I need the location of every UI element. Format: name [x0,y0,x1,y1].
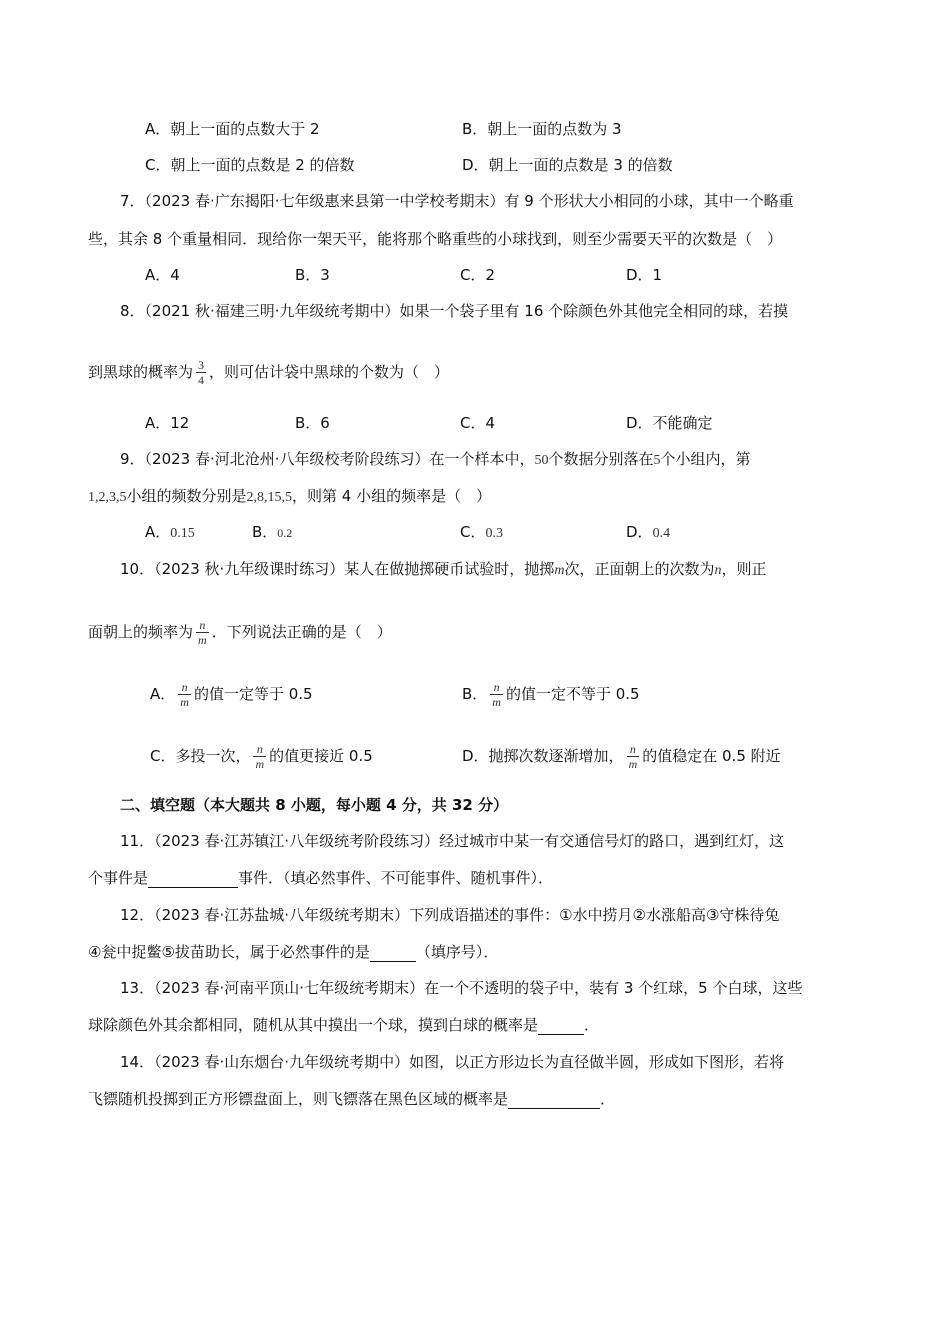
q14-line2-post: ． [600,1090,616,1108]
q10-option-a-frac-m: m [180,695,189,709]
q14-stem-line1: 14．（2023 春·山东烟台·九年级统考期中）如图，以正方形边长为直径做半圆，形成如下图形，若将 [120,1053,785,1071]
q8-fraction [196,358,206,387]
q10-stem-line2 [88,610,392,654]
q8-fraction-numerator: 3 [198,358,205,372]
q9-option-c-label: C． [460,523,486,541]
q13-stem-line1: 13．（2023 春·河南平顶山·七年级统考期末）在一个不透明的袋子中，装有 3 个红球，5 个白球，这些 [120,979,803,997]
q14-answer-blank[interactable] [508,1092,600,1109]
q6-option-b: B．朝上一面的点数为 3 [462,120,622,138]
q9-option-b-value: 0.2 [277,526,293,540]
q13-stem-line2 [88,1015,599,1035]
q9-line1-pre: 9．（2023 春·河北沧州·八年级校考阶段练习）在一个样本中， [120,450,535,468]
q10-line2-pre: 面朝上的频率为 [88,623,194,641]
q10-stem-line1 [120,559,766,581]
q8-stem-line2 [88,350,449,394]
q11-line2-post: 事件．（填必然事件、不可能事件、随机事件）． [238,869,554,887]
q10-option-b-text: 的值一定不等于 0.5 [505,685,640,703]
q10-option-b [462,672,640,716]
q8-option-a: A．12 [145,414,190,432]
q10-option-c-text: 的值更接近 0.5 [269,747,373,765]
q9-option-c-value: 0.3 [485,526,503,541]
q8-stem-line1: 8．（2021 秋·福建三明·九年级统考期中）如果一个袋子里有 16 个除颜色外其他完全相同的球，若摸 [120,302,789,320]
q7-stem-line1: 7．（2023 春·广东揭阳·七年级惠来县第一中学校考期末）有 9 个形状大小相同的小球，其中一个略重 [120,192,794,210]
q8-option-d: D．不能确定 [626,414,713,432]
q8-fraction-denominator: 4 [198,373,205,387]
q9-option-a-value: 0.15 [170,526,195,541]
q9-option-c [460,522,503,544]
q13-line2-post: ． [584,1016,600,1034]
q8-stem-line2-post: ，则可估计袋中黑球的个数为（ ） [209,363,450,381]
section-heading-fill-in: 二、填空题（本大题共 8 小题，每小题 4 分，共 32 分） [120,796,509,814]
q9-option-b-label: B． [252,523,278,541]
q9-option-d-value: 0.4 [652,526,671,541]
q9-option-b [252,522,292,543]
q11-stem-line1: 11．（2023 春·江苏镇江·八年级统考阶段练习）经过城市中某一有交通信号灯的路口，遇到红灯，这 [120,832,785,850]
q8-option-b: B．6 [295,414,330,432]
q10-option-c-frac-m: m [255,757,265,771]
q11-line2-pre: 个事件是 [88,869,149,887]
q9-line2-mid: 小组的频数分别是 [126,487,247,505]
q7-option-c: C．2 [460,266,496,284]
q10-option-b-frac-m: m [492,695,501,709]
q9-option-d [626,522,670,544]
q10-line2-post: ．下列说法正确的是（ ） [211,623,392,641]
q12-line2-pre: ④瓮中捉鳖⑤拔苗助长，属于必然事件的是 [88,943,370,961]
q6-option-c: C．朝上一面的点数是 2 的倍数 [145,156,355,174]
q7-stem-line2: 些，其余 8 个重量相同．现给你一架天平，能将那个略重些的小球找到，则至少需要天平的次数是（ ） [88,230,783,248]
q7-option-a: A．4 [145,266,180,284]
q11-stem-line2 [88,868,553,888]
q10-fraction [196,618,209,647]
q10-option-d-label: D．抛掷次数逐渐增加， [462,747,624,765]
q10-option-a-text: 的值一定等于 0.5 [193,685,313,703]
q8-stem-line2-pre: 到黑球的概率为 [88,363,194,381]
q10-option-d-text: 的值稳定在 0.5 附近 [642,747,781,765]
q11-answer-blank[interactable] [148,871,238,888]
q10-option-d-frac-m: m [628,757,638,771]
q14-line2-pre: 飞镖随机投掷到正方形镖盘面上，则飞镖落在黑色区域的概率是 [88,1090,509,1108]
q10-option-d-fraction [627,742,640,771]
q9-sample-size: 50 [534,453,549,468]
q12-stem-line1: 12．（2023 春·江苏盐城·八年级统考期末）下列成语描述的事件：①水中捞月②水涨船高③守株待兔 [120,906,780,924]
q9-group-list: 1,2,3,5 [88,490,127,505]
q9-option-a-label: A． [145,523,171,541]
q6-option-a: A．朝上一面的点数大于 2 [145,120,320,138]
q10-fraction-n: n [199,618,206,632]
q10-line1-pre: 10．（2023 秋·九年级课时练习）某人在做抛掷硬币试验时，抛掷 [120,560,555,578]
q12-stem-line2 [88,942,498,962]
q7-option-d: D．1 [626,266,663,284]
q10-option-a-frac-n: n [181,680,188,694]
q9-group-count: 5 [653,453,661,468]
q10-option-a-fraction [178,680,191,709]
q10-option-a-label: A． [150,685,176,703]
q9-stem-line1 [120,449,751,471]
q14-stem-line2 [88,1089,615,1109]
q9-line2-post: ，则第 4 小组的频率是（ ） [292,487,492,505]
q9-freq-list: 2,8,15,5 [246,490,293,505]
q13-answer-blank[interactable] [538,1018,584,1035]
q12-line2-post: （填序号）． [415,943,499,961]
q10-option-d-frac-n: n [629,742,636,756]
q10-option-d [462,734,781,778]
q9-stem-line2 [88,486,491,508]
q9-option-d-label: D． [626,523,653,541]
q8-option-c: C．4 [460,414,496,432]
q12-answer-blank[interactable] [370,945,416,962]
q13-line2-pre: 球除颜色外其余都相同，随机从其中摸出一个球，摸到白球的概率是 [88,1016,539,1034]
q9-line1-post: 个小组内，第 [660,450,751,468]
q10-line1-mid: 次，正面朝上的次数为 [564,560,715,578]
q10-var-m: m [554,563,565,578]
q10-option-a [150,672,313,716]
q10-fraction-m: m [198,633,207,647]
q10-option-b-frac-n: n [493,680,500,694]
q7-option-b: B．3 [295,266,330,284]
q10-option-c [150,734,373,778]
q6-option-d: D．朝上一面的点数是 3 的倍数 [462,156,673,174]
q9-line1-mid: 个数据分别落在 [548,450,654,468]
q9-option-a [145,522,195,544]
q10-line1-post: ，则正 [721,560,767,578]
q10-option-c-frac-n: n [256,742,263,756]
q10-option-b-fraction [490,680,503,709]
q10-var-n: n [714,563,722,578]
q10-option-c-label: C．多投一次， [150,747,251,765]
q10-option-c-fraction [253,742,266,771]
q10-option-b-label: B． [462,685,488,703]
